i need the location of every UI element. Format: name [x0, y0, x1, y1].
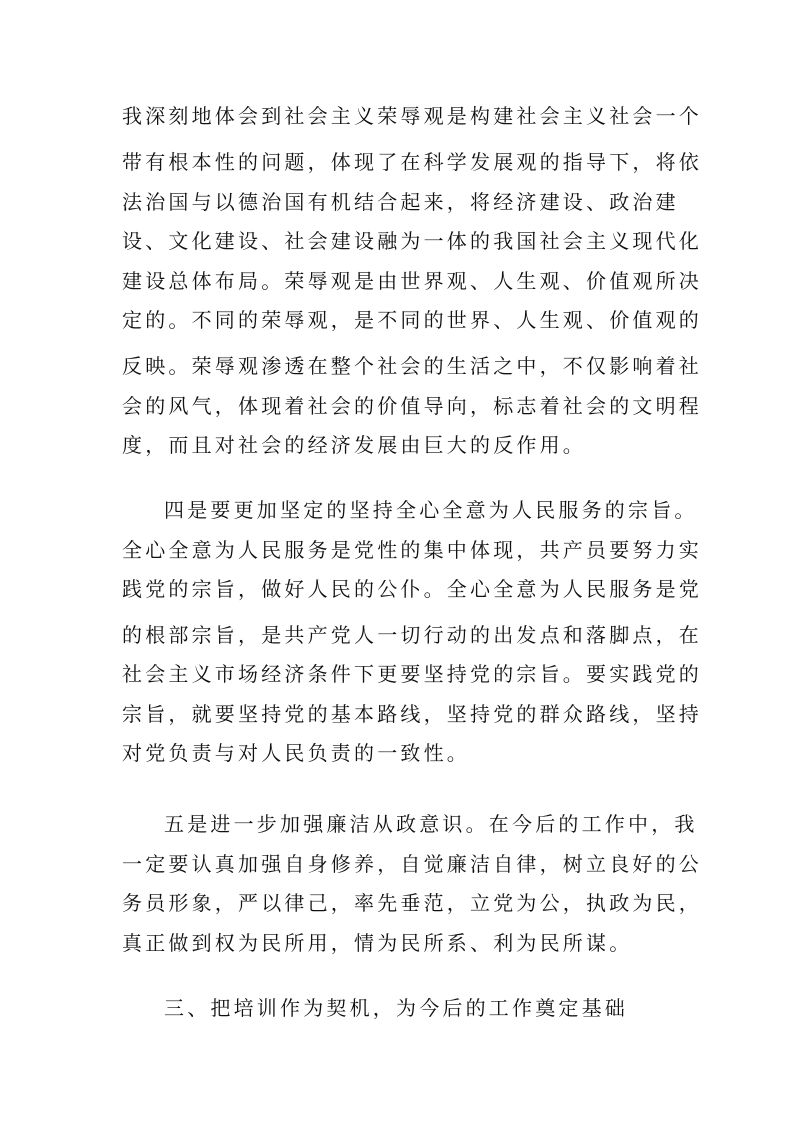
text-line: 践党的宗旨，做好人民的公仆。全心全意为人民服务是党	[122, 577, 702, 601]
text-line: 反映。荣辱观渗透在整个社会的生活之中，不仅影响着社	[122, 354, 702, 378]
text-line: 定的。不同的荣辱观，是不同的世界、人生观、价值观的	[122, 308, 702, 332]
text-line: 务员形象，严以律己，率先垂范，立党为公，执政为民，	[122, 891, 702, 915]
text-line: 五是进一步加强廉洁从政意识。在今后的工作中，我	[164, 812, 698, 836]
text-line: 建设总体布局。荣辱观是由世界观、人生观、价值观所决	[122, 269, 702, 293]
text-line: 带有根本性的问题，体现了在科学发展观的指导下，将依	[122, 150, 702, 174]
section-heading-text: 三、把培训作为契机，为今后的工作奠定基础	[164, 996, 628, 1020]
text-line: 真正做到权为民所用，情为民所系、利为民所谋。	[122, 931, 633, 955]
text-line: 度，而且对社会的经济发展由巨大的反作用。	[122, 433, 586, 457]
text-line: 设、文化建设、社会建设融为一体的我国社会主义现代化	[122, 229, 702, 253]
text-line: 社会主义市场经济条件下更要坚持党的宗旨。要实践党的	[122, 662, 702, 686]
text-line: 的根部宗旨，是共产党人一切行动的出发点和落脚点，在	[122, 623, 702, 647]
text-line: 我深刻地体会到社会主义荣辱观是构建社会主义社会一个	[122, 104, 702, 128]
text-line: 法治国与以德治国有机结合起来，将经济建设、政治建	[122, 190, 679, 214]
text-line: 一定要认真加强自身修养，自觉廉洁自律，树立良好的公	[122, 852, 702, 876]
text-line: 宗旨，就要坚持党的基本路线，坚持党的群众路线，坚持	[122, 702, 702, 726]
text-line: 对党负责与对人民负责的一致性。	[122, 741, 470, 765]
text-line: 全心全意为人民服务是党性的集中体现，共产员要努力实	[122, 538, 702, 562]
text-line: 四是要更加坚定的坚持全心全意为人民服务的宗旨。	[164, 498, 698, 522]
text-line: 会的风气，体现着社会的价值导向，标志着社会的文明程	[122, 394, 702, 418]
